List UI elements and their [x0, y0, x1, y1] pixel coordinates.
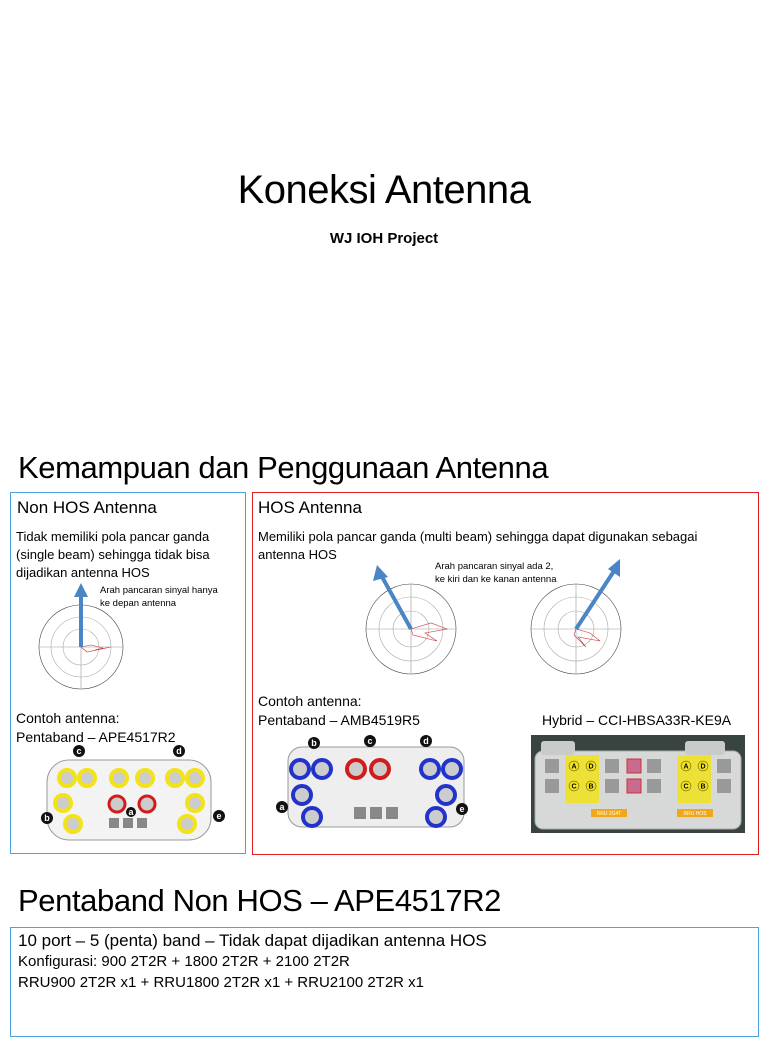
svg-text:B: B	[588, 783, 594, 791]
hos-port-label-c: c	[367, 736, 373, 746]
hybrid-example-model: Hybrid – CCI-HBSA33R-KE9A	[542, 712, 732, 728]
non-hos-description: Tidak memiliki pola pancar ganda (single beam) sehingga tidak bisa dijadikan antenna HOS	[16, 529, 210, 580]
hos-description: Memiliki pola pancar ganda (multi beam) sehingga dapat digunakan sebagai antenna HOS	[258, 529, 698, 562]
port-label-d: d	[176, 746, 182, 756]
hos-port-label-a: a	[279, 802, 285, 812]
ape4517r2-info-panel	[10, 927, 759, 1037]
hos-radiation-pattern-left	[351, 571, 471, 681]
port-label-a: a	[128, 807, 134, 817]
port-label-e: e	[216, 811, 222, 821]
section-title-ape4517r2: Pentaband Non HOS – APE4517R2	[18, 883, 502, 918]
hos-example: Contoh antenna: Pentaband – AMB4519R5	[258, 693, 420, 728]
non-hos-panel	[10, 492, 246, 854]
ape4517r2-rru: RRU900 2T2R x1 + RRU1800 2T2R x1 + RRU2100 2T2R x1	[18, 974, 425, 991]
non-hos-radiation-pattern-diagram	[21, 587, 141, 687]
svg-text:D: D	[700, 763, 706, 771]
hybrid-antenna-photo	[531, 735, 745, 833]
svg-text:C: C	[571, 783, 577, 791]
slide-title: Koneksi Antenna	[237, 168, 531, 212]
slide-subtitle: WJ IOH Project	[329, 230, 439, 247]
hos-port-label-e: e	[459, 804, 465, 814]
non-hos-heading: Non HOS Antenna	[17, 498, 157, 517]
svg-text:A: A	[683, 763, 689, 771]
hos-port-label-d: d	[423, 736, 429, 746]
port-label-b: b	[44, 813, 50, 823]
ape4517r2-summary: 10 port – 5 (penta) band – Tidak dapat dijadikan antenna HOS	[18, 931, 487, 950]
non-hos-example: Contoh antenna: Pentaband – APE4517R2	[16, 710, 176, 745]
hos-port-label-b: b	[311, 738, 317, 748]
hybrid-tag-left: RRU 2G4T	[596, 811, 622, 817]
svg-text:D: D	[588, 763, 594, 771]
ape4517r2-port-diagram	[39, 746, 222, 846]
amb4519r5-port-diagram	[276, 733, 476, 833]
hos-arrow-note: Arah pancaran sinyal ada 2, ke kiri dan ke kanan antenna	[435, 561, 557, 585]
section-title-kemampuan: Kemampuan dan Penggunaan Antenna	[18, 450, 549, 485]
hybrid-tag-right: RRU HOS	[683, 811, 707, 817]
non-hos-arrow-note: Arah pancaran sinyal hanya ke depan antenna	[100, 585, 218, 609]
hos-panel	[252, 492, 759, 855]
svg-text:C: C	[683, 783, 689, 791]
ape4517r2-config: Konfigurasi: 900 2T2R + 1800 2T2R + 2100 2T2R	[18, 953, 350, 970]
hos-radiation-pattern-right	[516, 571, 636, 681]
svg-text:B: B	[700, 783, 706, 791]
hos-heading: HOS Antenna	[258, 498, 362, 517]
svg-text:A: A	[571, 763, 577, 771]
port-label-c: c	[76, 746, 82, 756]
